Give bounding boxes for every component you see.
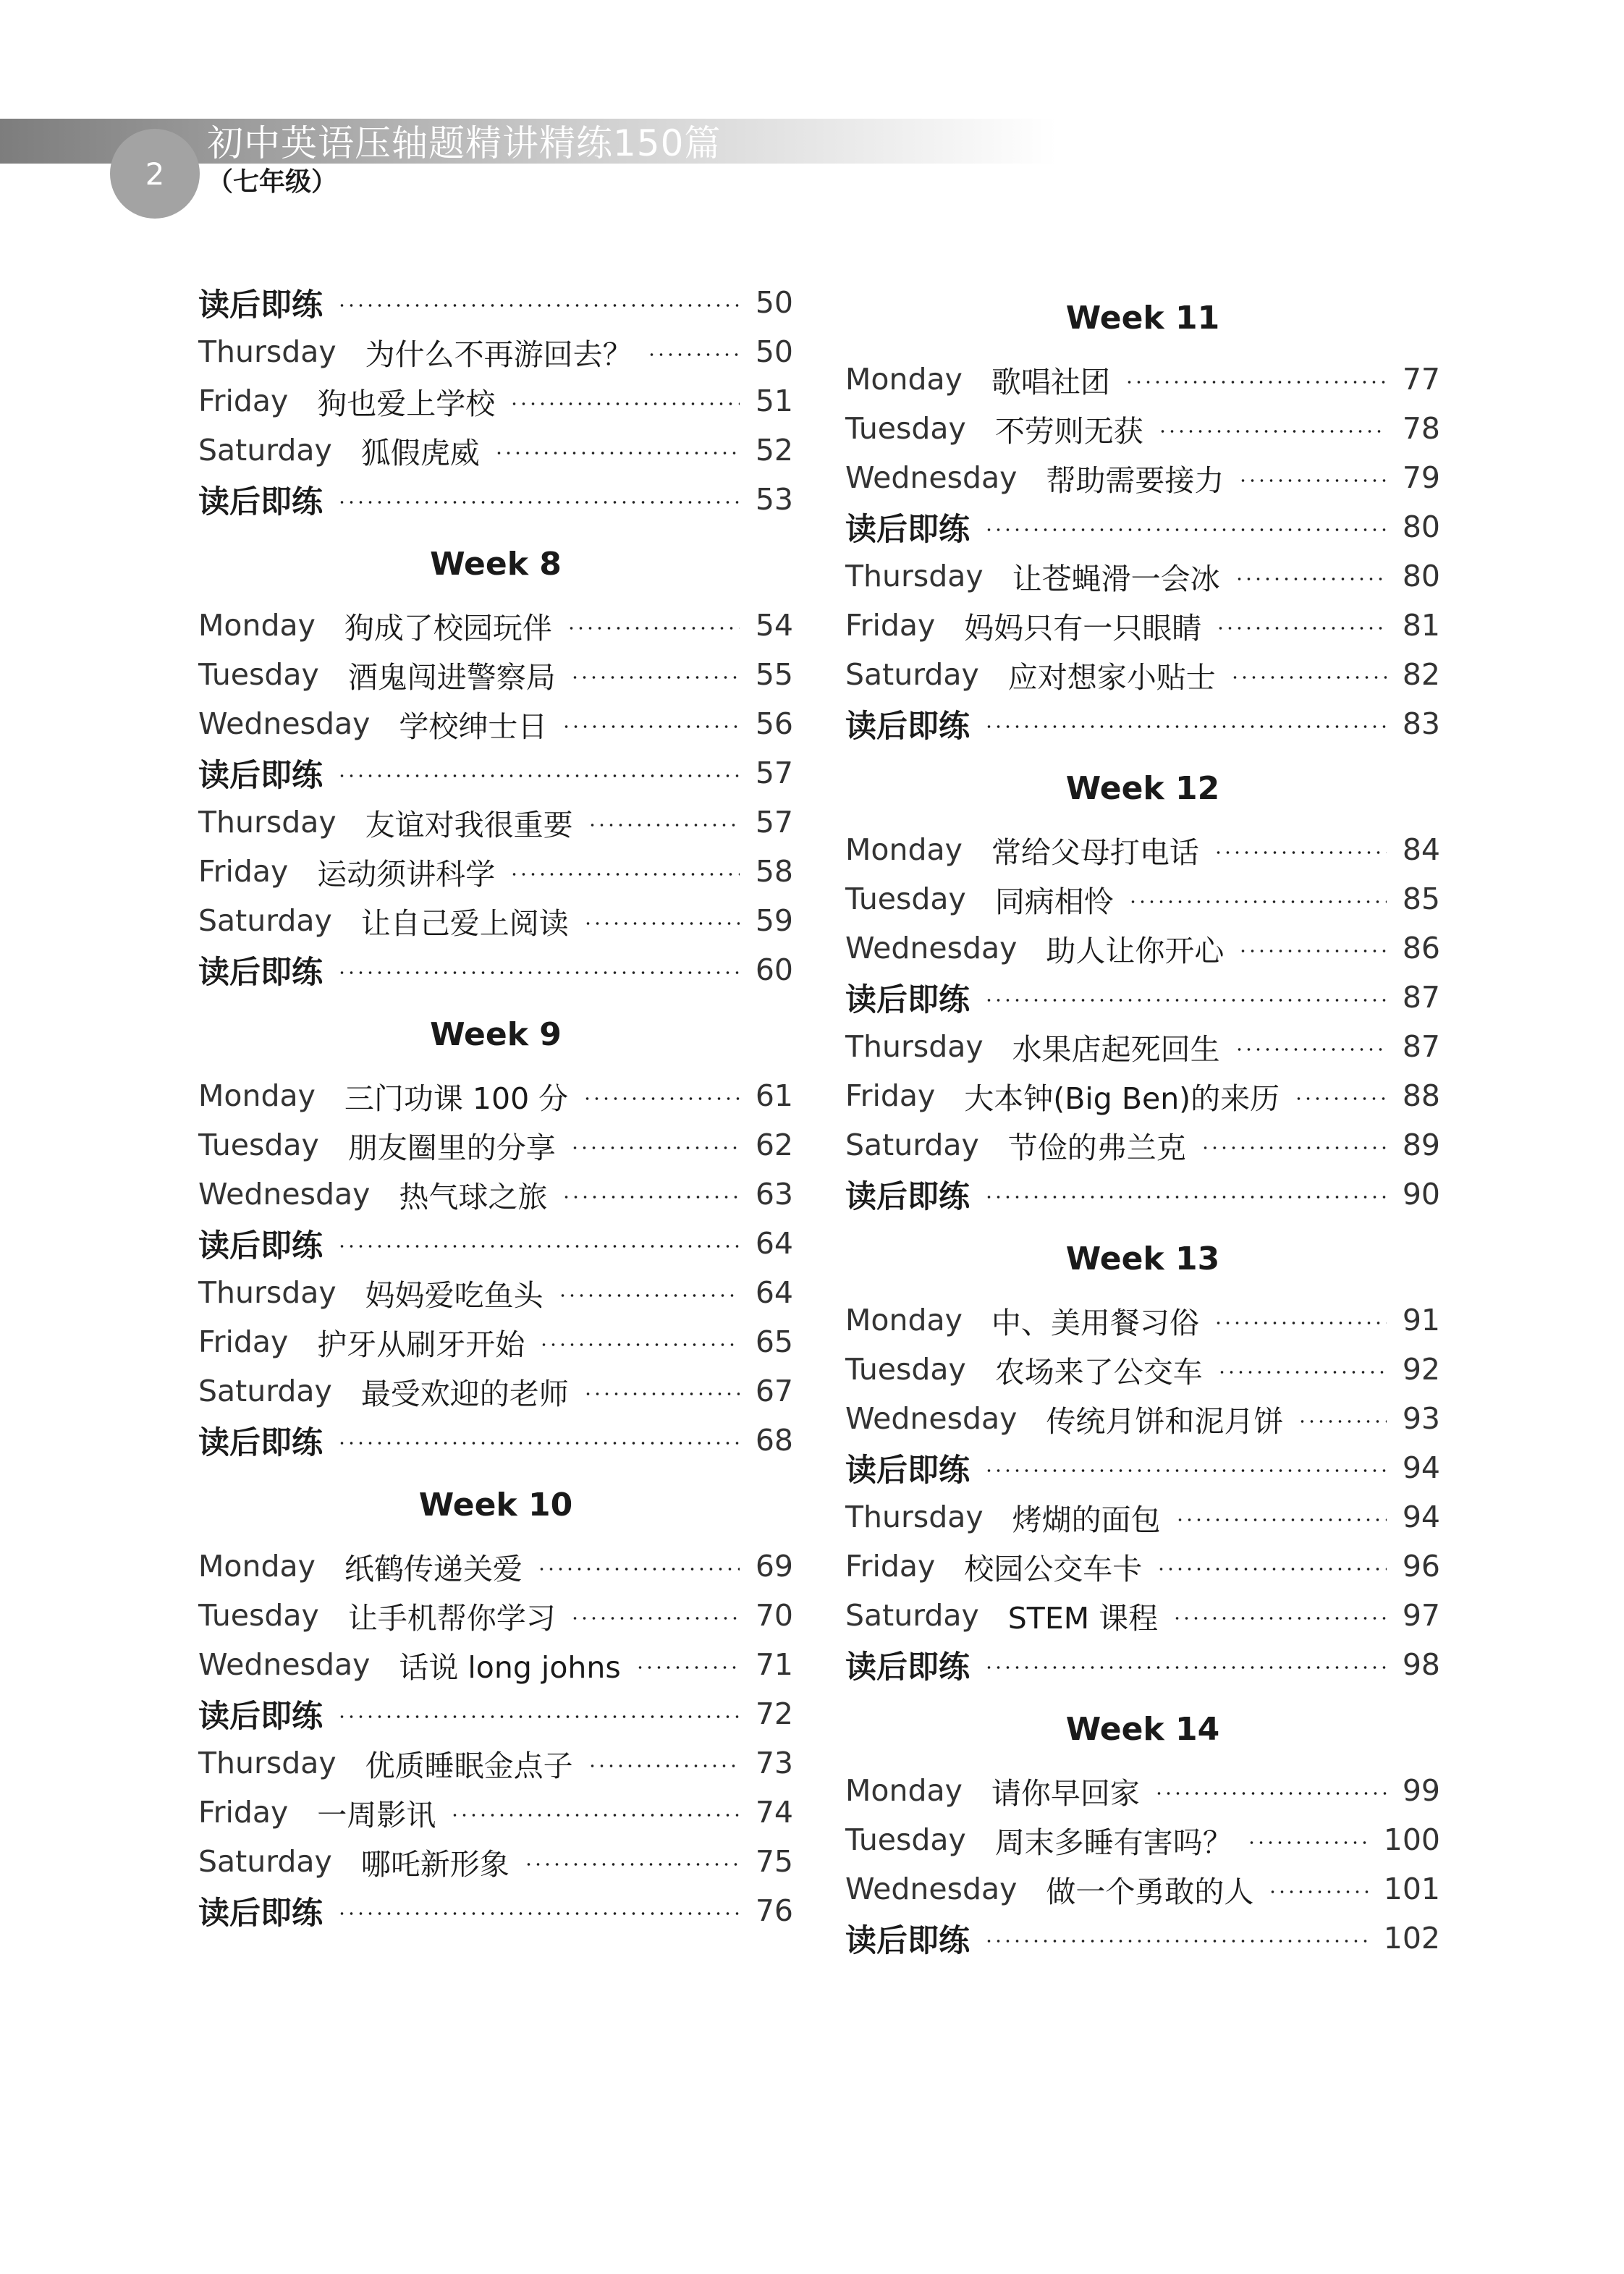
toc-leader-dots (1158, 430, 1387, 433)
week-heading: Week 8 (430, 545, 562, 583)
toc-page-number: 64 (755, 1275, 793, 1310)
toc-lesson-row[interactable] (845, 1542, 1440, 1591)
toc-lesson-row[interactable] (198, 426, 793, 475)
toc-leader-dots (570, 1617, 740, 1620)
toc-day: Monday (845, 1303, 963, 1337)
toc-page-number: 101 (1383, 1872, 1440, 1906)
toc-lesson-title: 友谊对我很重要 (365, 807, 573, 842)
toc-lesson-title: 一周影讯 (317, 1797, 436, 1833)
toc-leader-dots (337, 971, 740, 974)
toc-leader-dots (984, 1196, 1387, 1199)
toc-page-number: 78 (1402, 411, 1440, 446)
toc-page-number: 69 (755, 1549, 793, 1584)
toc-leader-dots (984, 1940, 1371, 1943)
toc-exercise-row[interactable] (198, 1886, 793, 1935)
toc-day: Wednesday (845, 460, 1018, 495)
toc-lesson-title: 中、美用餐习俗 (991, 1305, 1199, 1340)
toc-leader-dots (984, 1469, 1387, 1472)
toc-lesson-row[interactable] (845, 1295, 1440, 1345)
week-heading: Week 11 (1065, 299, 1220, 337)
toc-day: Thursday (198, 334, 337, 369)
toc-leader-dots (337, 501, 740, 504)
toc-lesson-title: 运动须讲科学 (317, 856, 496, 892)
toc-leader-dots (1175, 1518, 1387, 1521)
toc-lesson-row[interactable] (845, 355, 1440, 404)
toc-lesson-row[interactable] (198, 1071, 793, 1120)
toc-day: Saturday (198, 903, 332, 938)
toc-exercise-title: 读后即练 (198, 1424, 323, 1461)
toc-leader-dots (1235, 578, 1387, 580)
toc-lesson-row[interactable] (845, 650, 1440, 699)
toc-lesson-title: 狗成了校园玩伴 (344, 610, 552, 646)
toc-page-number: 88 (1402, 1078, 1440, 1113)
toc-day: Friday (198, 854, 289, 889)
toc-lesson-title: 朋友圈里的分享 (347, 1130, 556, 1165)
toc-leader-dots (984, 528, 1387, 531)
toc-leader-dots (1156, 1568, 1387, 1571)
toc-exercise-title: 读后即练 (845, 1452, 970, 1489)
toc-leader-dots (583, 1097, 740, 1100)
toc-leader-dots (1214, 1322, 1387, 1324)
toc-lesson-title: 请你早回家 (991, 1775, 1140, 1811)
toc-exercise-row[interactable] (198, 1689, 793, 1738)
toc-leader-dots (494, 452, 740, 455)
toc-leader-dots (537, 1568, 740, 1571)
toc-page-number: 75 (755, 1844, 793, 1879)
toc-lesson-title: 周末多睡有害吗？ (994, 1825, 1232, 1860)
toc-lesson-title: 三门功课 100 分 (344, 1081, 569, 1116)
toc-leader-dots (1214, 851, 1387, 854)
toc-lesson-title: 妈妈只有一只眼睛 (964, 610, 1202, 646)
toc-exercise-title: 读后即练 (845, 708, 970, 745)
toc-exercise-title: 读后即练 (198, 287, 323, 324)
toc-lesson-title: 让苍蝇滑一会冰 (1012, 561, 1220, 596)
toc-lesson-row[interactable] (198, 1837, 793, 1886)
toc-leader-dots (567, 627, 740, 630)
toc-page-number: 63 (755, 1177, 793, 1212)
toc-lesson-title: 校园公交车卡 (964, 1551, 1143, 1586)
toc-page-number: 68 (755, 1423, 793, 1458)
toc-day: Wednesday (845, 931, 1018, 965)
toc-day: Saturday (198, 433, 332, 468)
toc-page-number: 74 (755, 1795, 793, 1830)
week-heading: Week 12 (1065, 769, 1220, 807)
toc-leader-dots (984, 999, 1387, 1002)
toc-left-column (198, 278, 793, 1935)
toc-day: Monday (845, 362, 963, 397)
toc-day: Saturday (845, 1598, 979, 1633)
toc-lesson-row[interactable] (845, 1394, 1440, 1443)
toc-day: Tuesday (845, 882, 966, 916)
toc-leader-dots (337, 1715, 740, 1718)
toc-leader-dots (1298, 1420, 1387, 1423)
toc-page-number: 100 (1383, 1822, 1440, 1857)
toc-leader-dots (1217, 1371, 1387, 1374)
toc-lesson-row[interactable] (845, 1591, 1440, 1640)
toc-exercise-title: 读后即练 (198, 757, 323, 794)
toc-page-number: 98 (1402, 1647, 1440, 1682)
toc-day: Thursday (198, 1746, 337, 1780)
toc-day: Tuesday (845, 1352, 966, 1387)
toc-leader-dots (1247, 1841, 1371, 1844)
toc-day: Monday (198, 1078, 316, 1113)
toc-lesson-row[interactable] (845, 874, 1440, 923)
toc-page-number: 76 (755, 1893, 793, 1928)
toc-lesson-row[interactable] (845, 601, 1440, 650)
toc-leader-dots (337, 304, 740, 307)
toc-page-number: 55 (755, 657, 793, 692)
toc-page-number: 61 (755, 1078, 793, 1113)
toc-lesson-row[interactable] (198, 847, 793, 896)
toc-day: Friday (845, 608, 936, 643)
toc-page-number: 96 (1402, 1549, 1440, 1584)
toc-lesson-title: 为什么不再游回去？ (365, 337, 633, 372)
toc-exercise-row[interactable] (198, 1416, 793, 1465)
toc-leader-dots (647, 353, 740, 356)
toc-lesson-title: 歌唱社团 (991, 364, 1110, 400)
toc-lesson-row[interactable] (198, 1542, 793, 1591)
toc-right-column (845, 278, 1440, 1963)
toc-page-number: 97 (1402, 1598, 1440, 1633)
toc-lesson-title: 学校绅士日 (399, 709, 548, 744)
toc-lesson-row[interactable] (198, 798, 793, 847)
toc-leader-dots (562, 725, 740, 728)
toc-lesson-row[interactable] (198, 601, 793, 650)
toc-exercise-row[interactable] (845, 699, 1440, 748)
toc-lesson-row[interactable] (198, 1120, 793, 1170)
toc-leader-dots (337, 1912, 740, 1915)
toc-day: Wednesday (845, 1401, 1018, 1436)
toc-lesson-title: 护牙从刷牙开始 (317, 1327, 525, 1362)
toc-page-number: 82 (1402, 657, 1440, 692)
toc-exercise-title: 读后即练 (845, 1649, 970, 1686)
toc-lesson-title: 农场来了公交车 (994, 1354, 1203, 1390)
toc-page-number: 80 (1402, 510, 1440, 544)
toc-exercise-row[interactable] (845, 973, 1440, 1022)
toc-lesson-title: 传统月饼和泥月饼 (1046, 1403, 1284, 1439)
toc-lesson-title: 做一个勇敢的人 (1046, 1874, 1254, 1909)
toc-page-number: 93 (1402, 1401, 1440, 1436)
toc-page-number: 85 (1402, 882, 1440, 916)
toc-lesson-row[interactable] (845, 551, 1440, 601)
toc-day: Wednesday (845, 1872, 1018, 1906)
toc-leader-dots (984, 725, 1387, 728)
toc-lesson-title: 大本钟(Big Ben)的来历 (964, 1081, 1280, 1116)
toc-lesson-row[interactable] (198, 1317, 793, 1366)
toc-day: Friday (198, 384, 289, 418)
toc-page-number: 86 (1402, 931, 1440, 965)
toc-lesson-title: 狐假虎威 (360, 435, 480, 470)
toc-leader-dots (337, 1442, 740, 1445)
toc-leader-dots (1201, 1146, 1387, 1149)
toc-page-number: 57 (755, 805, 793, 840)
toc-exercise-title: 读后即练 (845, 981, 970, 1018)
toc-leader-dots (337, 1245, 740, 1248)
toc-page-number: 72 (755, 1696, 793, 1731)
toc-page-number: 94 (1402, 1500, 1440, 1534)
toc-lesson-row[interactable] (198, 896, 793, 945)
toc-day: Tuesday (198, 657, 319, 692)
toc-page-number: 102 (1383, 1921, 1440, 1956)
toc-day: Monday (845, 1773, 963, 1808)
toc-day: Friday (198, 1795, 289, 1830)
toc-day: Saturday (845, 657, 979, 692)
toc-page-number: 59 (755, 903, 793, 938)
toc-leader-dots (588, 1764, 740, 1767)
toc-page-number: 56 (755, 706, 793, 741)
toc-day: Thursday (198, 1275, 337, 1310)
toc-lesson-row[interactable] (198, 699, 793, 748)
toc-lesson-row[interactable] (198, 1788, 793, 1837)
toc-lesson-row[interactable] (198, 1640, 793, 1689)
toc-page-number: 51 (755, 384, 793, 418)
toc-page-number: 81 (1402, 608, 1440, 643)
toc-lesson-title: STEM 课程 (1007, 1600, 1159, 1636)
toc-page-number: 58 (755, 854, 793, 889)
toc-day: Friday (198, 1324, 289, 1359)
toc-day: Monday (198, 608, 316, 643)
toc-day: Friday (845, 1078, 936, 1113)
toc-page-number: 57 (755, 756, 793, 790)
toc-leader-dots (1154, 1792, 1387, 1795)
toc-lesson-row[interactable] (198, 376, 793, 426)
toc-exercise-title: 读后即练 (198, 1227, 323, 1264)
toc-exercise-title: 读后即练 (198, 1698, 323, 1735)
toc-page-number: 53 (755, 482, 793, 517)
toc-exercise-title: 读后即练 (198, 1895, 323, 1932)
toc-day: Wednesday (198, 1177, 371, 1212)
toc-lesson-title: 酒鬼闯进警察局 (347, 659, 556, 695)
week-heading: Week 9 (430, 1015, 562, 1053)
toc-leader-dots (1238, 950, 1387, 952)
toc-exercise-row[interactable] (845, 1914, 1440, 1963)
toc-lesson-row[interactable] (845, 1864, 1440, 1914)
toc-day: Thursday (845, 559, 984, 593)
toc-lesson-title: 烤煳的面包 (1012, 1502, 1161, 1537)
toc-page-number: 79 (1402, 460, 1440, 495)
toc-day: Tuesday (845, 1822, 966, 1857)
toc-exercise-title: 读后即练 (845, 1178, 970, 1215)
toc-page-number: 73 (755, 1746, 793, 1780)
toc-lesson-row[interactable] (845, 923, 1440, 973)
toc-exercise-row[interactable] (198, 278, 793, 327)
toc-day: Thursday (198, 805, 337, 840)
page-number: 2 (145, 156, 165, 192)
toc-exercise-row[interactable] (198, 475, 793, 524)
toc-lesson-title: 同病相怜 (994, 884, 1114, 919)
toc-page-number: 90 (1402, 1177, 1440, 1212)
toc-lesson-title: 话说 long johns (399, 1649, 621, 1685)
toc-exercise-row[interactable] (198, 945, 793, 994)
toc-lesson-row[interactable] (198, 1738, 793, 1788)
toc-page-number: 67 (755, 1374, 793, 1408)
toc-page-number: 80 (1402, 559, 1440, 593)
toc-day: Monday (845, 832, 963, 867)
toc-page-number: 64 (755, 1226, 793, 1261)
toc-lesson-title: 节俭的弗兰克 (1007, 1130, 1186, 1165)
toc-leader-dots (1294, 1097, 1387, 1100)
toc-lesson-row[interactable] (198, 327, 793, 376)
toc-lesson-row[interactable] (198, 1268, 793, 1317)
toc-lesson-title: 让自己爱上阅读 (360, 905, 569, 941)
toc-day: Monday (198, 1549, 316, 1584)
book-subtitle: （七年级） (207, 167, 338, 197)
toc-page-number: 50 (755, 285, 793, 320)
toc-lesson-title: 不劳则无获 (994, 413, 1143, 449)
toc-lesson-title: 狗也爱上学校 (317, 386, 496, 421)
toc-day: Saturday (845, 1128, 979, 1162)
toc-lesson-title: 纸鹤传递关爱 (344, 1551, 523, 1586)
toc-lesson-title: 帮助需要接力 (1046, 462, 1225, 498)
toc-leader-dots (635, 1666, 740, 1669)
toc-lesson-title: 常给父母打电话 (991, 834, 1199, 870)
toc-day: Tuesday (845, 411, 966, 446)
week-heading: Week 14 (1065, 1710, 1220, 1748)
toc-day: Saturday (198, 1844, 332, 1879)
toc-lesson-title: 助人让你开心 (1046, 933, 1225, 968)
toc-lesson-title: 热气球之旅 (399, 1179, 548, 1214)
toc-lesson-row[interactable] (198, 650, 793, 699)
toc-leader-dots (984, 1666, 1387, 1669)
toc-leader-dots (1172, 1617, 1387, 1620)
toc-leader-dots (570, 676, 740, 679)
toc-page-number: 71 (755, 1647, 793, 1682)
toc-leader-dots (337, 774, 740, 777)
toc-exercise-row[interactable] (198, 748, 793, 798)
toc-page-number: 83 (1402, 706, 1440, 741)
toc-exercise-row[interactable] (845, 502, 1440, 551)
toc-exercise-title: 读后即练 (198, 954, 323, 991)
toc-lesson-row[interactable] (845, 453, 1440, 502)
toc-leader-dots (1235, 1048, 1387, 1051)
toc-leader-dots (583, 922, 740, 925)
toc-lesson-row[interactable] (198, 1366, 793, 1416)
week-heading: Week 13 (1065, 1240, 1220, 1277)
toc-lesson-row[interactable] (845, 1022, 1440, 1071)
toc-leader-dots (509, 873, 740, 876)
toc-leader-dots (539, 1343, 740, 1346)
toc-lesson-row[interactable] (845, 1492, 1440, 1542)
page-number-badge (110, 129, 200, 219)
toc-exercise-title: 读后即练 (845, 1922, 970, 1959)
toc-lesson-row[interactable] (845, 1071, 1440, 1120)
toc-page-number: 65 (755, 1324, 793, 1359)
toc-day: Wednesday (198, 706, 371, 741)
toc-exercise-title: 读后即练 (198, 483, 323, 520)
toc-exercise-row[interactable] (845, 1640, 1440, 1689)
toc-day: Tuesday (198, 1128, 319, 1162)
toc-lesson-title: 哪吒新形象 (360, 1846, 509, 1882)
toc-leader-dots (450, 1814, 740, 1817)
toc-leader-dots (562, 1196, 740, 1199)
toc-lesson-row[interactable] (845, 1345, 1440, 1394)
book-title: 初中英语压轴题精讲精练150篇 (207, 122, 722, 164)
toc-page-number: 84 (1402, 832, 1440, 867)
toc-page-number: 77 (1402, 362, 1440, 397)
toc-page-number: 94 (1402, 1450, 1440, 1485)
toc-page-number: 54 (755, 608, 793, 643)
toc-day: Tuesday (198, 1598, 319, 1633)
toc-lesson-title: 妈妈爱吃鱼头 (365, 1277, 544, 1313)
toc-exercise-row[interactable] (198, 1219, 793, 1268)
toc-leader-dots (570, 1146, 740, 1149)
toc-lesson-row[interactable] (845, 1120, 1440, 1170)
toc-page-number: 52 (755, 433, 793, 468)
toc-page-number: 70 (755, 1598, 793, 1633)
toc-lesson-row[interactable] (845, 1815, 1440, 1864)
toc-lesson-row[interactable] (845, 825, 1440, 874)
toc-page-number: 89 (1402, 1128, 1440, 1162)
toc-leader-dots (1238, 479, 1387, 482)
toc-lesson-row[interactable] (845, 404, 1440, 453)
toc-lesson-title: 水果店起死回生 (1012, 1031, 1220, 1067)
toc-leader-dots (1268, 1890, 1370, 1893)
toc-leader-dots (1230, 676, 1387, 679)
toc-day: Wednesday (198, 1647, 371, 1682)
toc-page-number: 87 (1402, 980, 1440, 1015)
toc-page-number: 91 (1402, 1303, 1440, 1337)
toc-leader-dots (1216, 627, 1387, 630)
toc-leader-dots (524, 1863, 740, 1866)
toc-lesson-row[interactable] (845, 1766, 1440, 1815)
toc-leader-dots (588, 824, 740, 827)
toc-leader-dots (583, 1392, 740, 1395)
toc-leader-dots (558, 1294, 740, 1297)
toc-lesson-row[interactable] (198, 1591, 793, 1640)
toc-day: Thursday (845, 1500, 984, 1534)
toc-exercise-title: 读后即练 (845, 511, 970, 548)
toc-leader-dots (509, 402, 740, 405)
toc-day: Saturday (198, 1374, 332, 1408)
toc-page-number: 60 (755, 952, 793, 987)
toc-leader-dots (1128, 900, 1387, 903)
toc-page-number: 92 (1402, 1352, 1440, 1387)
toc-leader-dots (1125, 381, 1387, 384)
toc-lesson-title: 让手机帮你学习 (347, 1600, 556, 1636)
week-heading: Week 10 (418, 1486, 573, 1523)
toc-exercise-row[interactable] (845, 1170, 1440, 1219)
toc-lesson-title: 应对想家小贴士 (1007, 659, 1216, 695)
toc-day: Friday (845, 1549, 936, 1584)
toc-page-number: 62 (755, 1128, 793, 1162)
toc-lesson-title: 最受欢迎的老师 (360, 1376, 569, 1411)
toc-page-number: 99 (1402, 1773, 1440, 1808)
toc-day: Thursday (845, 1029, 984, 1064)
toc-lesson-title: 优质睡眠金点子 (365, 1748, 573, 1783)
toc-lesson-row[interactable] (198, 1170, 793, 1219)
toc-exercise-row[interactable] (845, 1443, 1440, 1492)
toc-page-number: 87 (1402, 1029, 1440, 1064)
toc-page-number: 50 (755, 334, 793, 369)
